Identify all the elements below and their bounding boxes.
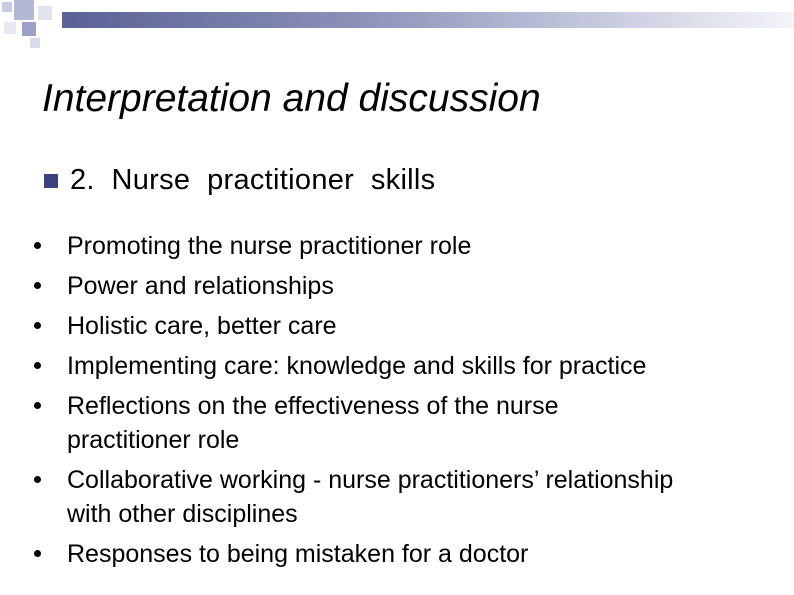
section-heading xyxy=(44,164,435,197)
square-bullet-icon xyxy=(44,174,58,188)
round-bullet-icon xyxy=(34,402,41,409)
bullet-text-line: Implementing care: knowledge and skills for practice xyxy=(67,352,647,380)
decorative-squares xyxy=(0,0,60,50)
round-bullet-icon xyxy=(34,550,41,557)
bullet-item xyxy=(34,229,673,263)
round-bullet-icon xyxy=(34,242,41,249)
round-bullet-icon xyxy=(34,476,41,483)
decorative-square xyxy=(30,38,40,48)
decorative-square xyxy=(22,22,36,36)
top-gradient-bar xyxy=(62,12,794,28)
round-bullet-icon xyxy=(34,362,41,369)
slide-title: Interpretation and discussion xyxy=(42,77,541,120)
bullet-item xyxy=(34,389,673,457)
decorative-square xyxy=(2,2,12,12)
bullet-text-line: Holistic care, better care xyxy=(67,312,337,340)
bullet-item xyxy=(34,309,673,343)
bullet-text-line: Power and relationships xyxy=(67,272,334,300)
bullet-item xyxy=(34,349,673,383)
bullet-text-line: Reflections on the effectiveness of the nurse xyxy=(67,392,559,420)
bullet-text-line: with other disciplines xyxy=(67,500,298,528)
round-bullet-icon xyxy=(34,282,41,289)
bullet-text-line: Responses to being mistaken for a doctor xyxy=(67,540,529,568)
bullet-text-line: Promoting the nurse practitioner role xyxy=(67,232,472,260)
bullet-item xyxy=(34,269,673,303)
decorative-square xyxy=(38,6,52,20)
bullet-item xyxy=(34,537,673,571)
bullet-item xyxy=(34,463,673,531)
decorative-square xyxy=(4,22,16,34)
round-bullet-icon xyxy=(34,322,41,329)
section-label: 2. Nurse practitioner skills xyxy=(70,164,436,196)
bullet-text-line: Collaborative working - nurse practitioners’ relationship xyxy=(67,466,674,494)
bullet-list xyxy=(34,229,673,577)
decorative-square xyxy=(14,0,34,20)
bullet-text-line: practitioner role xyxy=(67,426,240,454)
